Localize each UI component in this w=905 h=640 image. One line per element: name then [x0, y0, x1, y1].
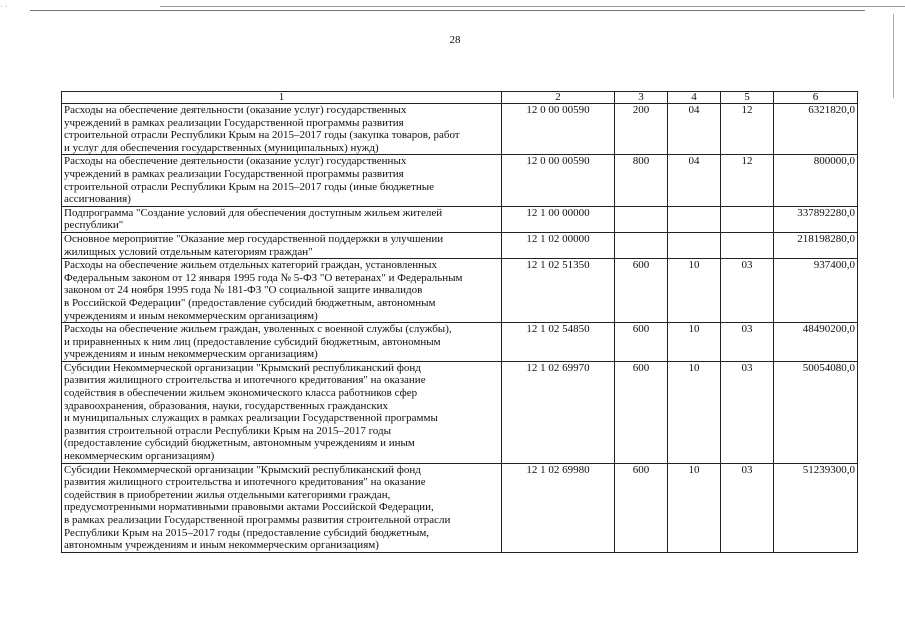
- expense-type-code: 600: [615, 259, 668, 323]
- table-row: [62, 104, 858, 155]
- subsection-code: 03: [721, 361, 774, 463]
- expense-name: Субсидии Некоммерческой организации "Крымский республиканский фонд развития жилищного строительства и ипотечного кредитования" на оказание содействия в приобретении жилья отдельными категориями граждан, предусмотренными нормативными правовыми актами Российской Федерации, в рамках реализации Государственной программы развития строительной отрасли Республики Крым на 2015–2017 годы (предоставление субсидий бюджетным, автономным учреждениям и иным некоммерческим организациям): [62, 463, 502, 552]
- target-article-code: 12 1 00 00000: [502, 206, 615, 232]
- target-article-code: 12 1 02 00000: [502, 232, 615, 258]
- subsection-code: 03: [721, 323, 774, 362]
- amount: 51239300,0: [774, 463, 858, 552]
- expense-name: Основное мероприятие "Оказание мер государственной поддержки в улучшении жилищных условий отдельным категориям граждан": [62, 232, 502, 258]
- section-code: 10: [668, 323, 721, 362]
- amount: 48490200,0: [774, 323, 858, 362]
- column-header: 4: [668, 92, 721, 104]
- expense-name: Расходы на обеспечение деятельности (оказание услуг) государственных учреждений в рамках реализации Государственной программы развития строительной отрасли Республики Крым на 2015–2017 годы (иные бюджетные ассигнования): [62, 155, 502, 206]
- target-article-code: 12 1 02 69970: [502, 361, 615, 463]
- scan-edge-line: [30, 10, 865, 11]
- table-row: [62, 155, 858, 206]
- expense-type-code: 600: [615, 463, 668, 552]
- column-header: 1: [62, 92, 502, 104]
- target-article-code: 12 1 02 69980: [502, 463, 615, 552]
- subsection-code: 03: [721, 259, 774, 323]
- expense-name: Расходы на обеспечение деятельности (оказание услуг) государственных учреждений в рамках реализации Государственной программы развития строительной отрасли Республики Крым на 2015–2017 годы (закупка товаров, работ и услуг для обеспечения государственных (муниципальных) нужд): [62, 104, 502, 155]
- scan-edge-line: [160, 6, 905, 7]
- section-code: 10: [668, 259, 721, 323]
- subsection-code: [721, 206, 774, 232]
- table-row: [62, 463, 858, 552]
- expense-type-code: 200: [615, 104, 668, 155]
- target-article-code: 12 0 00 00590: [502, 104, 615, 155]
- subsection-code: 03: [721, 463, 774, 552]
- section-code: 10: [668, 463, 721, 552]
- amount: 50054080,0: [774, 361, 858, 463]
- table-row: [62, 361, 858, 463]
- scan-edge: [0, 0, 905, 14]
- expense-type-code: [615, 232, 668, 258]
- section-code: 04: [668, 104, 721, 155]
- scan-edge-mark: [893, 14, 897, 98]
- expense-type-code: 600: [615, 323, 668, 362]
- section-code: [668, 232, 721, 258]
- table-row: [62, 323, 858, 362]
- expense-type-code: [615, 206, 668, 232]
- section-code: 04: [668, 155, 721, 206]
- subsection-code: 12: [721, 104, 774, 155]
- budget-table: [61, 91, 858, 553]
- subsection-code: 12: [721, 155, 774, 206]
- amount: 6321820,0: [774, 104, 858, 155]
- target-article-code: 12 1 02 54850: [502, 323, 615, 362]
- expense-type-code: 600: [615, 361, 668, 463]
- expense-name: Расходы на обеспечение жильем граждан, уволенных с военной службы (службы), и приравненных к ним лиц (предоставление субсидий бюджетным, автономным учреждениям и иным некоммерческим организациям): [62, 323, 502, 362]
- subsection-code: [721, 232, 774, 258]
- amount: 218198280,0: [774, 232, 858, 258]
- page-number: 28: [449, 34, 461, 46]
- column-header: 5: [721, 92, 774, 104]
- amount: 337892280,0: [774, 206, 858, 232]
- scan-artifact: · ·: [0, 2, 8, 11]
- column-header: 6: [774, 92, 858, 104]
- table-row: [62, 259, 858, 323]
- target-article-code: 12 1 02 51350: [502, 259, 615, 323]
- header-row: [62, 92, 858, 104]
- column-header: 3: [615, 92, 668, 104]
- target-article-code: 12 0 00 00590: [502, 155, 615, 206]
- expense-name: Расходы на обеспечение жильем отдельных категорий граждан, установленных Федеральным законом от 12 января 1995 года № 5-ФЗ "О ветеранах" и Федеральным законом от 24 ноября 1995 года № 181-ФЗ "О социальной защите инвалидов в Российской Федерации" (предоставление субсидий бюджетным, автономным учреждениям и иным некоммерческим организациям): [62, 259, 502, 323]
- table-row: [62, 206, 858, 232]
- table-row: [62, 232, 858, 258]
- section-code: [668, 206, 721, 232]
- section-code: 10: [668, 361, 721, 463]
- expense-name: Субсидии Некоммерческой организации "Крымский республиканский фонд развития жилищного строительства и ипотечного кредитования" на оказание содействия в обеспечении жильем экономического класса работников сфер здравоохранения, образования, науки, государственных гражданских и муниципальных служащих в рамках реализации Государственной программы развития строительной отрасли Республики Крым на 2015–2017 годы (предоставление субсидий бюджетным, автономным учреждениям и иным некоммерческим организациям): [62, 361, 502, 463]
- expense-name: Подпрограмма "Создание условий для обеспечения доступным жильем жителей республики": [62, 206, 502, 232]
- amount: 937400,0: [774, 259, 858, 323]
- amount: 800000,0: [774, 155, 858, 206]
- expense-type-code: 800: [615, 155, 668, 206]
- column-header: 2: [502, 92, 615, 104]
